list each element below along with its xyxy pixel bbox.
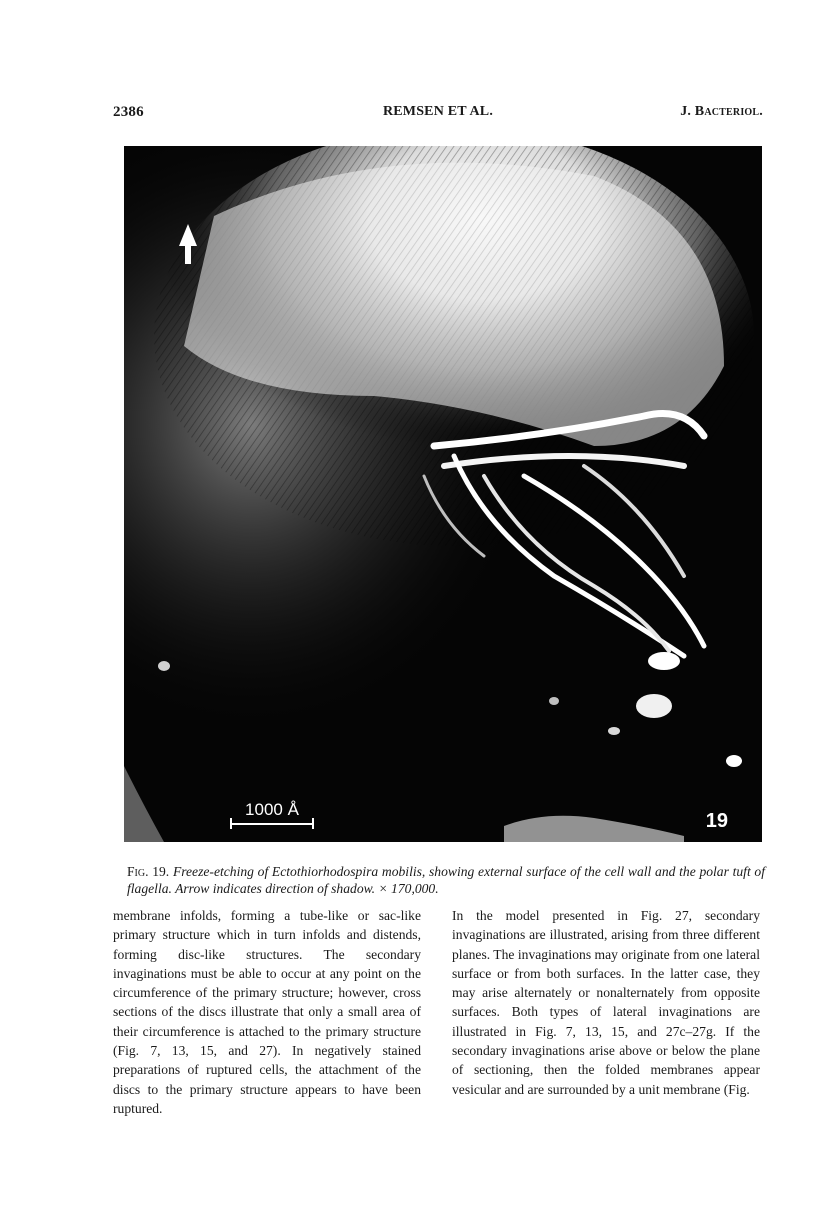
caption-text: Freeze-etching of Ectothiorhodospira mobilis, showing external surface of the cell wall and the polar tuft of flagella. Arrow indicates direction of shadow. × 170,000. xyxy=(127,864,766,896)
micrograph-image xyxy=(124,146,762,842)
figure-number: 19 xyxy=(705,810,728,832)
scale-label: 1000 Å xyxy=(245,800,299,819)
body-column-right: In the model presented in Fig. 27, secondary invaginations are illustrated, arising from three different planes. The invaginations may originate from one lateral surface or from both surfaces. In the latter case, they may arise alternately or nonalternately from opposite surfaces. Both types of lateral invaginations are illustrated in Fig. 7, 13, 15, and 27c–27g. If the secondary invaginations arise above or below the plane of sectioning, then the folded membranes appear vesicular and are surrounded by a unit membrane (Fig. xyxy=(452,908,760,1097)
page-number: 2386 xyxy=(113,104,144,120)
micrograph-figure xyxy=(124,146,762,842)
running-header xyxy=(113,104,763,126)
scale-bar xyxy=(228,801,316,829)
journal-name: J. Bacteriol. xyxy=(680,104,763,119)
running-head-authors: REMSEN ET AL. xyxy=(382,104,494,119)
body-column-left: membrane infolds, forming a tube-like or sac-like primary structure which in turn infolds and distends, forming disc-like structures. The secondary invaginations must be able to occur at any point on the circumference of the primary structure; however, cross sections of the discs illustrate that only a small area of their circumference is attached to the primary structure (Fig. 7, 13, 15, and 27). In negatively stained preparations of ruptured cells, the attachment of the discs to the primary structure appears to have been ruptured. xyxy=(113,908,421,1116)
caption-label: Fig. 19. xyxy=(127,864,170,879)
figure-caption xyxy=(127,863,765,897)
